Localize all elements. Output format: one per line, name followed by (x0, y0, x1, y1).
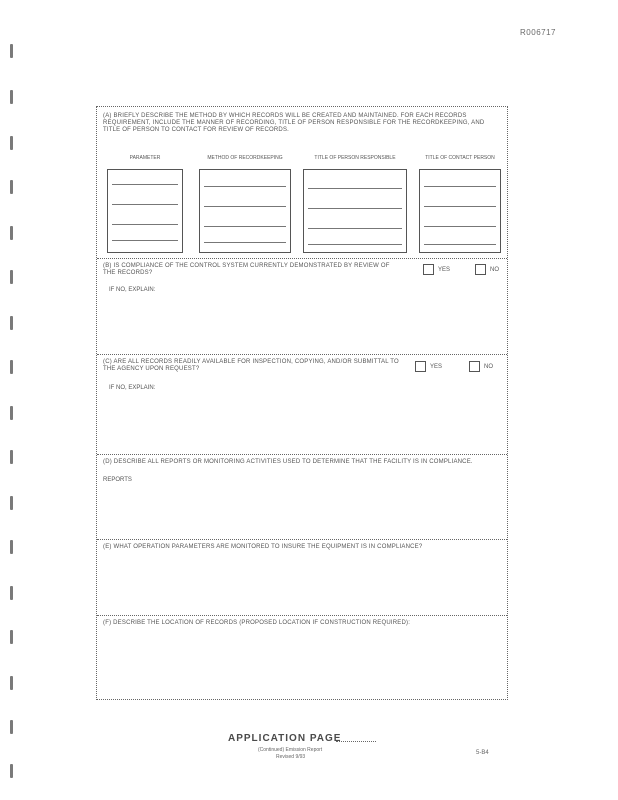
reports-label: REPORTS (103, 477, 132, 483)
section-compliance-review (97, 258, 507, 354)
explain-label: IF NO, EXPLAIN: (109, 385, 156, 391)
column-header-method: METHOD OF RECORDKEEPING (207, 155, 283, 161)
no-label: NO (490, 266, 499, 273)
section-records-available (97, 354, 507, 454)
explain-label: IF NO, EXPLAIN: (109, 287, 156, 293)
question-records-available: (C) ARE ALL RECORDS READILY AVAILABLE FOR INSPECTION, COPYING, AND/OR SUBMITTAL TO THE AGENCY UPON REQUEST? (103, 359, 399, 372)
page-number: 5-B4 (476, 750, 489, 756)
section-records-location (97, 615, 507, 699)
column-header-person-responsible: TITLE OF PERSON RESPONSIBLE (314, 155, 396, 161)
records-form (96, 106, 508, 700)
contact-person-entry-box[interactable] (419, 169, 501, 253)
no-checkbox[interactable] (475, 264, 486, 275)
column-person-responsible (303, 155, 407, 253)
column-contact-person (419, 155, 501, 253)
section-operation-parameters (97, 539, 507, 615)
column-parameter (107, 155, 183, 253)
yes-label: YES (438, 266, 451, 273)
person-responsible-entry-box[interactable] (303, 169, 407, 253)
footer-revision: Revised 9/93 (276, 754, 306, 760)
binding-marks (0, 30, 26, 790)
page-id: R006717 (520, 28, 556, 37)
no-label: NO (484, 363, 493, 370)
yes-option[interactable] (423, 264, 450, 275)
yes-label: YES (430, 363, 443, 370)
question-operation-parameters: (E) WHAT OPERATION PARAMETERS ARE MONITORED TO INSURE THE EQUIPMENT IS IN COMPLIANCE? (103, 544, 423, 550)
section-records-method (97, 107, 507, 258)
section-reports-monitoring (97, 454, 507, 539)
yes-option[interactable] (415, 361, 442, 372)
no-checkbox[interactable] (469, 361, 480, 372)
parameter-entry-box[interactable] (107, 169, 183, 253)
question-records-method: (A) BRIEFLY DESCRIBE THE METHOD BY WHICH RECORDS WILL BE CREATED AND MAINTAINED. FOR EACH RECORDS REQUIREMENT, INCLUDE THE MANNER OF RECORDING, TITLE OF PERSON RESPONSIBLE FOR THE RECORDKEEPING, AND TITLE OF PERSON TO CONTACT FOR REVIEW OF RECORDS. (103, 113, 485, 133)
method-entry-box[interactable] (199, 169, 291, 253)
footer-title: APPLICATION PAGE (228, 733, 342, 744)
footer-subtitle: (Continued) Emission Report (258, 747, 323, 753)
no-option[interactable] (475, 264, 499, 275)
column-header-contact-person: TITLE OF CONTACT PERSON (425, 155, 495, 161)
yes-checkbox[interactable] (415, 361, 426, 372)
question-reports-monitoring: (D) DESCRIBE ALL REPORTS OR MONITORING ACTIVITIES USED TO DETERMINE THAT THE FACILITY IS IN COMPLIANCE. (103, 459, 473, 465)
no-option[interactable] (469, 361, 493, 372)
question-compliance-review: (B) IS COMPLIANCE OF THE CONTROL SYSTEM CURRENTLY DEMONSTRATED BY REVIEW OF THE RECORDS? (103, 263, 390, 276)
footer-rule (336, 741, 376, 742)
question-records-location: (F) DESCRIBE THE LOCATION OF RECORDS (PROPOSED LOCATION IF CONSTRUCTION REQUIRED): (103, 620, 411, 626)
yes-checkbox[interactable] (423, 264, 434, 275)
column-method (199, 155, 291, 253)
column-header-parameter: PARAMETER (129, 155, 161, 161)
